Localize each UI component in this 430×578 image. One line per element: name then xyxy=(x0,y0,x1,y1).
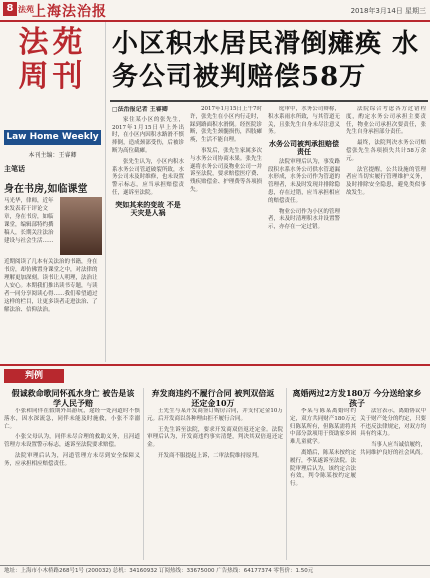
case-column-4 xyxy=(360,408,426,560)
issue-date: 2018年3月14日 星期三 xyxy=(350,7,426,15)
paragraph: 王先生与某开发商签订购房合同，并支付定金10万元。后开发商以各种理由拒不履行合同。 xyxy=(147,408,283,422)
headline-rule xyxy=(110,100,428,102)
paragraph: 庭审中，水务公司辩称，积水系雨水所致，与其管道无关，且张先生自身未尽注意义务。 xyxy=(268,106,340,136)
column-divider xyxy=(143,388,144,560)
paragraph: 法院综合考虑各方过错程度，酌定水务公司承担主要责任，物业公司承担次要责任，张先生自身承担部分责任。 xyxy=(346,106,426,136)
column-body-top: 马光华，律师，近年来发表若干评论文章，身在书房，如临课堂，编辑部特约撰稿人，长期关注法治建设与社会生活…… xyxy=(4,198,54,244)
left-column xyxy=(0,22,106,362)
paragraph: 王先生诉至法院，要求开发商双倍返还定金。法院审理后认为，开发商违约事实清楚，判决其双倍返还定金。 xyxy=(147,426,283,449)
column-name: 主笔话 xyxy=(4,165,25,173)
paragraph: 小张父母认为，同伴未尽合理的救助义务，且河道管理方未设置警示标志，遂诉至法院要求赔偿。 xyxy=(4,434,140,449)
column-headline: 身在书房,如临课堂 xyxy=(4,184,88,195)
case-column-1 xyxy=(4,408,140,560)
case-headline-3: 离婚两过2方发180万 今分送给家乡孩子 xyxy=(292,388,422,408)
paragraph: 法官表示，离婚协议中关于财产处分的约定，只要不违反法律规定，对双方均具有约束力。 xyxy=(360,408,426,438)
column-label xyxy=(4,164,101,176)
column-body: 近期阅读了几本有关法治的书籍，身在书房，却仿佛置身课堂之中，对法律的理解更加深刻。读书让人明理，法治让人安心。本期我们推出读书专题，与读者一同分享阅读心得……我们希望通过这样的栏目，让更多读者走进法治、了解法治、信仰法治。 xyxy=(4,259,98,313)
paragraph: 最终，法院判决水务公司赔偿张先生各项损失共计58万余元。 xyxy=(346,140,426,162)
paragraph: 张先生认为，小区内积水系水务公司管道破裂所致，水务公司未及时维修，也未设置警示标志，应当承担赔偿责任，遂诉至法院。 xyxy=(112,158,184,196)
paragraph: 事发后，张先生家属多次与水务公司协商未果。张先生遂将水务公司及物业公司一并诉至法院，要求赔偿医疗费、残疾赔偿金、护理费等各项损失。 xyxy=(190,147,262,193)
article-column-2 xyxy=(190,106,262,358)
paragraph: 开发商不服提起上诉，二审法院维持原判。 xyxy=(158,452,263,459)
paragraph: 当事人应当诚信履约，共同维护良好的社会风尚。 xyxy=(360,442,426,456)
column-divider xyxy=(286,388,287,560)
paragraph: 家住某小区的张先生，2017年1月15日早上外出时，在小区内因积水路滑不慎摔倒，造成颈部受伤，后被诊断为高位截瘫。 xyxy=(112,116,184,154)
case-column-3 xyxy=(290,408,356,560)
weekly-english-title: Law Home Weekly xyxy=(4,130,101,145)
main-headline: 小区积水居民滑倒瘫痪 水务公司被判赔偿58万 xyxy=(112,29,420,92)
section-tag: 判例 xyxy=(4,369,64,383)
paragraph: 法院审理后认为，事发路段积水系水务公司供水管道漏水形成，水务公司作为管道的管理者，未及时发现并排除隐患，存在过错，应当承担相应的赔偿责任。 xyxy=(268,158,340,204)
paragraph: 李某与陈某离婚时约定，双方共同财产180万元归陈某所有，但陈某需将其中部分款项用于资助家乡困难儿童就学。 xyxy=(290,408,356,446)
article-column-4 xyxy=(346,106,426,358)
page-header xyxy=(0,0,430,22)
section-title: 法苑周刊 xyxy=(18,25,87,94)
editor-credit: 本刊主编：王睿卿 xyxy=(28,152,77,159)
author-photo xyxy=(60,197,102,255)
article-column-3 xyxy=(268,106,340,358)
case-section xyxy=(0,364,430,564)
article-column-1 xyxy=(112,106,184,358)
case-headline-2: 弃发商违约不履行合同 被判双倍返还定金10万 xyxy=(151,388,275,408)
page-footer: 地址：上海市小木桥路268号1号 (200032) 总机：34160932 订阅热线：33675000 广告热线：64177374 零售价：1.50元 xyxy=(0,565,430,578)
byline: □法治报记者 王睿卿 xyxy=(112,106,168,113)
paragraph: 法院审理后认为，河道管理方未尽到安全保障义务，应承担相应赔偿责任。 xyxy=(4,452,140,467)
page-number: 8 xyxy=(3,2,17,16)
paragraph: 物业公司作为小区的管理者，未及时清理积水并设置警示，亦存在一定过错。 xyxy=(268,208,340,231)
paragraph: 2017年1月15日上午7时许，张先生在小区内行走时，踩到路面积水滑倒。经医院诊断，张先生颈髓损伤，四肢瘫痪，生活不能自理。 xyxy=(190,106,262,144)
paragraph: 离婚后，陈某未按约定履行，李某遂诉至法院。法院审理后认为，该约定合法有效，判令陈某按约定履行。 xyxy=(290,449,356,488)
subheading: 水务公司被判承担赔偿责任 xyxy=(269,139,339,156)
paragraph: 小张和同伴在假期外出游玩，途经一处河道时不慎落水，因水深流急，同伴未能及时施救，小张不幸溺亡。 xyxy=(4,408,140,430)
case-headline-1: 假诚救命歌同怀孤水身亡 被告是该学人民予赔 xyxy=(11,388,135,408)
paragraph: 法官提醒，公共设施的管理者应当切实履行管理维护义务，及时排除安全隐患，避免类似事故发生。 xyxy=(346,166,426,196)
case-column-2 xyxy=(147,408,283,560)
subheading: 突如其来的变故 不是天灾是人祸 xyxy=(115,199,181,217)
page-section-tag: 法苑 xyxy=(18,5,34,14)
masthead: 上海法治报 xyxy=(32,4,107,20)
